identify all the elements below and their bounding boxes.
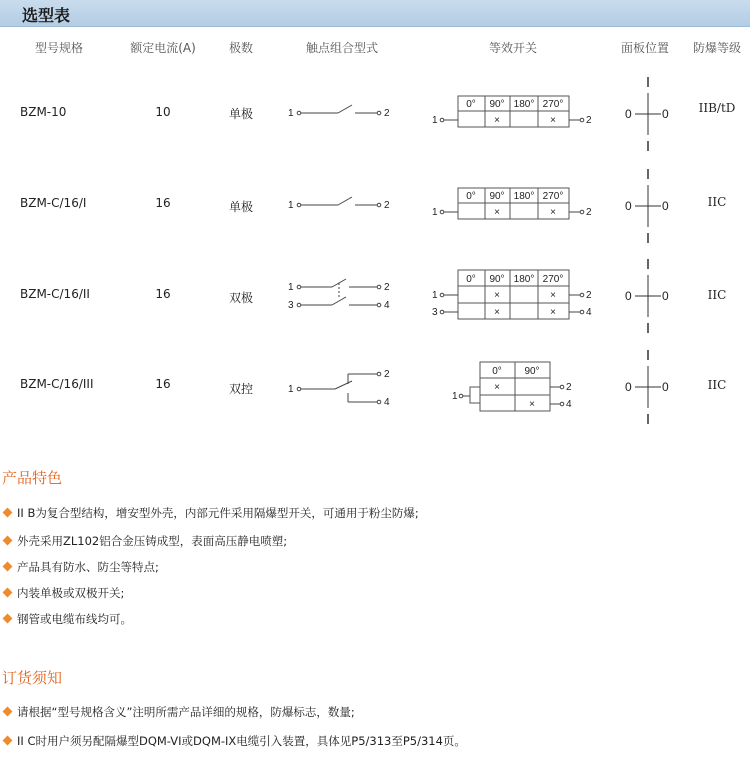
svg-text:×: × — [550, 290, 556, 301]
row1-poles: 单极 — [228, 107, 254, 121]
svg-text:4: 4 — [384, 300, 390, 311]
svg-text:270°: 270° — [542, 99, 564, 110]
svg-text:4: 4 — [586, 307, 592, 318]
row2-poles: 单极 — [228, 200, 254, 214]
svg-text:2: 2 — [586, 207, 592, 218]
svg-text:1: 1 — [432, 207, 438, 218]
row3-model: BZM-C/16/II — [20, 287, 90, 301]
feature-item: II B为复合型结构，增安型外壳，内部元件采用隔爆型开关，可通用于粉尘防爆; — [4, 505, 419, 521]
row1-contact-diagram — [280, 95, 405, 135]
svg-text:×: × — [494, 115, 500, 126]
svg-text:0: 0 — [625, 380, 632, 394]
row4-equivalent-switch — [448, 360, 578, 415]
row2-explosion-class: IIC — [707, 195, 727, 209]
svg-text:0°: 0° — [492, 366, 502, 377]
svg-text:3: 3 — [288, 300, 294, 311]
svg-text:×: × — [550, 207, 556, 218]
svg-text:2: 2 — [384, 108, 390, 119]
header-panel-position: 面板位置 — [620, 41, 670, 55]
row3-contact-diagram — [280, 275, 405, 320]
row1-equivalent-switch — [428, 94, 598, 130]
svg-text:180°: 180° — [513, 99, 535, 110]
svg-text:0°: 0° — [466, 99, 476, 110]
header-contact-type: 触点组合型式 — [305, 41, 379, 55]
feature-item: 内装单极或双极开关; — [4, 585, 124, 601]
row1-model: BZM-10 — [20, 105, 67, 119]
svg-text:0: 0 — [662, 107, 669, 121]
feature-item: 外壳采用ZL102铝合金压铸成型，表面高压静电喷塑; — [4, 533, 287, 549]
header-explosion-class: 防爆等级 — [692, 41, 742, 55]
section-header-bar — [0, 0, 750, 27]
row3-equivalent-switch — [428, 268, 598, 322]
svg-text:180°: 180° — [513, 274, 535, 285]
svg-text:1: 1 — [432, 290, 438, 301]
row1-explosion-class: IIB/tD — [698, 101, 736, 115]
svg-text:0°: 0° — [466, 191, 476, 202]
row2-model: BZM-C/16/I — [20, 196, 87, 210]
svg-text:×: × — [494, 290, 500, 301]
svg-text:×: × — [494, 382, 500, 393]
svg-text:270°: 270° — [542, 274, 564, 285]
svg-text:90°: 90° — [489, 99, 505, 110]
bullet-diamond-icon — [3, 562, 13, 572]
svg-text:1: 1 — [288, 282, 294, 293]
svg-text:2: 2 — [566, 382, 572, 393]
feature-item: 产品具有防水、防尘等特点; — [4, 559, 159, 575]
svg-text:0: 0 — [662, 380, 669, 394]
svg-text:2: 2 — [384, 369, 390, 380]
svg-text:90°: 90° — [489, 191, 505, 202]
svg-text:90°: 90° — [489, 274, 505, 285]
svg-text:2: 2 — [586, 115, 592, 126]
bullet-diamond-icon — [3, 736, 13, 746]
svg-text:1: 1 — [288, 108, 294, 119]
svg-text:4: 4 — [566, 399, 572, 410]
svg-text:1: 1 — [452, 391, 458, 402]
svg-text:2: 2 — [384, 282, 390, 293]
header-poles: 极数 — [228, 41, 254, 55]
order-notes-title: 订货须知 — [2, 669, 63, 687]
svg-text:0: 0 — [662, 289, 669, 303]
svg-text:0: 0 — [662, 199, 669, 213]
bullet-diamond-icon — [3, 588, 13, 598]
bullet-diamond-icon — [3, 508, 13, 518]
svg-text:270°: 270° — [542, 191, 564, 202]
svg-text:90°: 90° — [524, 366, 540, 377]
header-current: 额定电流(A) — [130, 41, 196, 55]
svg-text:×: × — [550, 115, 556, 126]
svg-text:0°: 0° — [466, 274, 476, 285]
svg-text:180°: 180° — [513, 191, 535, 202]
row2-panel-position-icon — [615, 167, 675, 245]
header-model: 型号规格 — [34, 41, 84, 55]
row2-equivalent-switch — [428, 186, 598, 222]
bullet-diamond-icon — [3, 536, 13, 546]
row3-explosion-class: IIC — [707, 288, 727, 302]
svg-text:1: 1 — [288, 200, 294, 211]
row3-poles: 双极 — [228, 291, 254, 305]
svg-text:×: × — [550, 307, 556, 318]
row1-current: 10 — [155, 105, 171, 119]
row4-model: BZM-C/16/III — [20, 377, 94, 391]
row3-panel-position-icon — [615, 257, 675, 335]
svg-text:1: 1 — [288, 384, 294, 395]
row4-explosion-class: IIC — [707, 378, 727, 392]
row2-contact-diagram — [280, 187, 405, 227]
svg-text:0: 0 — [625, 107, 632, 121]
bullet-diamond-icon — [3, 707, 13, 717]
features-title: 产品特色 — [2, 469, 63, 487]
section-title: 选型表 — [22, 6, 71, 25]
row4-panel-position-icon — [615, 348, 675, 426]
header-equivalent-switch: 等效开关 — [488, 41, 538, 55]
order-note-item: II C时用户须另配隔爆型DQM-VI或DQM-IX电缆引入装置，具体见P5/313至P5/314页。 — [4, 733, 466, 749]
svg-text:4: 4 — [384, 397, 390, 408]
svg-text:0: 0 — [625, 289, 632, 303]
svg-text:×: × — [529, 399, 535, 410]
order-note-item: 请根据“型号规格含义”注明所需产品详细的规格，防爆标志，数量; — [4, 704, 355, 720]
row4-contact-diagram — [280, 365, 405, 410]
svg-text:×: × — [494, 307, 500, 318]
row4-current: 16 — [155, 377, 171, 391]
svg-text:2: 2 — [384, 200, 390, 211]
svg-text:×: × — [494, 207, 500, 218]
feature-item: 钢管或电缆布线均可。 — [4, 611, 132, 627]
svg-text:1: 1 — [432, 115, 438, 126]
row3-current: 16 — [155, 287, 171, 301]
row4-poles: 双控 — [228, 382, 254, 396]
svg-text:3: 3 — [432, 307, 438, 318]
row1-panel-position-icon — [615, 75, 675, 153]
bullet-diamond-icon — [3, 614, 13, 624]
svg-text:2: 2 — [586, 290, 592, 301]
row2-current: 16 — [155, 196, 171, 210]
svg-text:0: 0 — [625, 199, 632, 213]
